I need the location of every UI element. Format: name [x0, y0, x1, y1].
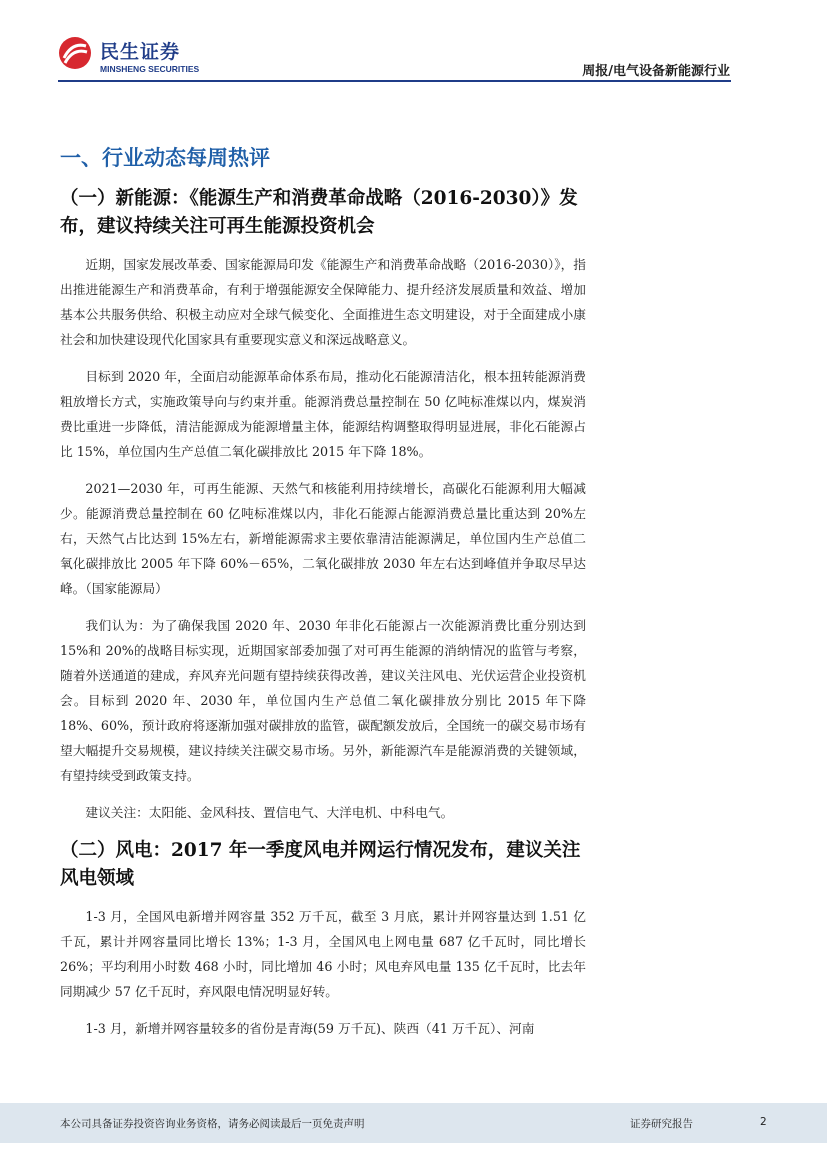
paragraph: 目标到 2020 年，全面启动能源革命体系布局，推动化石能源清洁化，根本扭转能源消费粗放增长方式，实施政策导向与约束并重。能源消费总量控制在 50 亿吨标准煤以内，煤炭消费比重进一步降低，清洁能源成为能源增量主体，能源结构调整取得明显进展，非化石能源占比 15%，单位国内生产总值二氧化碳排放比 2015 年下降 18%。 — [60, 369, 586, 459]
report-type: 周报/电气设备新能源行业 — [582, 64, 730, 79]
brand-name: 民生证券 — [100, 41, 181, 63]
minsheng-logo-icon — [58, 36, 92, 70]
page-header — [0, 0, 827, 82]
paragraph: 1-3 月，全国风电新增并网容量 352 万千瓦，截至 3 月底，累计并网容量达到 1.51 亿千瓦，累计并网容量同比增长 13%；1-3 月，全国风电上网电量 687 亿千瓦时，同比增长 26%；平均利用小时数 468 小时，同比增加 46 小时；风电弃风电量 135 亿千瓦时，比去年同期减少 57 亿千瓦时，弃风限电情况明显好转。 — [60, 909, 586, 999]
footer-report-label: 证券研究报告 — [630, 1118, 693, 1130]
main-content — [60, 143, 586, 1053]
subsection-heading: （一）新能源：《能源生产和消费革命战略（2016-2030）》发布，建议持续关注可再生能源投资机会 — [60, 188, 578, 237]
brand-name-english: MINSHENG SECURITIES — [100, 64, 200, 74]
subsection-heading: （二）风电：2017 年一季度风电并网运行情况发布，建议关注风电领域 — [60, 840, 581, 889]
paragraph: 我们认为：为了确保我国 2020 年、2030 年非化石能源占一次能源消费比重分别达到 15%和 20%的战略目标实现，近期国家部委加强了对可再生能源的消纳情况的监管与考察，随着外送通道的建成，弃风弃光问题有望持续获得改善，建议关注风电、光伏运营企业投资机会。目标到 2020 年、2030 年，单位国内生产总值二氧化碳排放分别比 2015 年下降 18%、60%，预计政府将逐渐加强对碳排放的监管，碳配额发放后，全国统一的碳交易市场有望大幅提升交易规模，建议持续关注碳交易市场。另外，新能源汽车是能源消费的关键领域，有望持续受到政策支持。 — [60, 618, 586, 783]
footer-disclaimer: 本公司具备证券投资咨询业务资格，请务必阅读最后一页免责声明 — [60, 1118, 365, 1130]
paragraph: 近期，国家发展改革委、国家能源局印发《能源生产和消费革命战略（2016-2030）》，指出推进能源生产和消费革命，有利于增强能源安全保障能力、提升经济发展质量和效益、增加基本公共服务供给、积极主动应对全球气候变化、全面推进生态文明建设，对于全面建成小康社会和加快建设现代化国家具有重要现实意义和深远战略意义。 — [60, 257, 586, 347]
paragraph: 2021—2030 年，可再生能源、天然气和核能利用持续增长，高碳化石能源利用大幅减少。能源消费总量控制在 60 亿吨标准煤以内，非化石能源占能源消费总量比重达到 20%左右，天然气占比达到 15%左右，新增能源需求主要依靠清洁能源满足，单位国内生产总值二氧化碳排放比 2005 年下降 60%－65%，二氧化碳排放 2030 年左右达到峰值并争取尽早达峰。（国家能源局） — [60, 481, 586, 596]
section-title: 一、行业动态每周热评 — [60, 146, 270, 170]
paragraph: 建议关注：太阳能、金风科技、置信电气、大洋电机、中科电气。 — [85, 805, 454, 820]
paragraph: 1-3 月，新增并网容量较多的省份是青海(59 万千瓦)、陕西（41 万千瓦）、河南 — [85, 1021, 535, 1036]
page-number: 2 — [760, 1116, 767, 1128]
page-footer — [0, 1103, 827, 1143]
header-divider — [58, 80, 731, 82]
